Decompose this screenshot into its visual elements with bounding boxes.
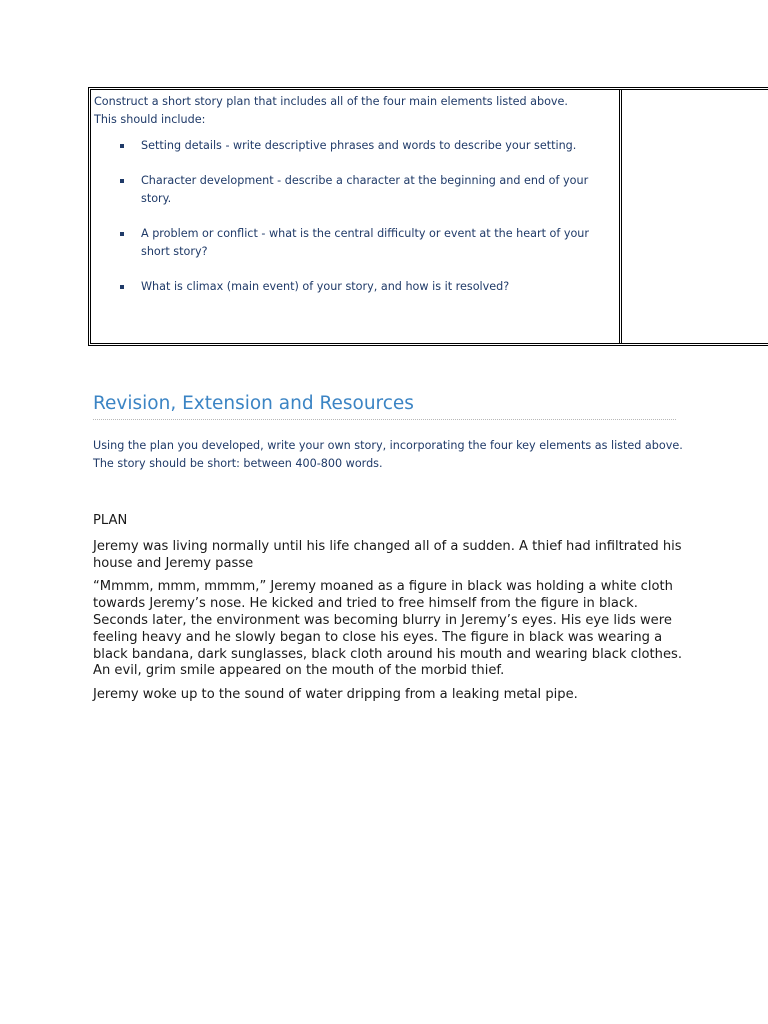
plan-label: PLAN <box>93 513 128 528</box>
story-paragraph: “Mmmm, mmm, mmmm,” Jeremy moaned as a figure in black was holding a white cloth towards Jeremy’s nose. He kicked and tried to free himself from the figure in black. Seconds later, the environment was becoming blurry in Jeremy’s eyes. His eye lids were feeling heavy and he slowly began to close his eyes. The figure in black was wearing a black bandana, dark sunglasses, black cloth around his mouth and wearing black clothes. An evil, grim smile appeared on the mouth of the morbid thief. <box>93 579 682 679</box>
task-intro-line-1: Construct a short story plan that includes all of the four main elements listed above. <box>94 95 568 108</box>
story-body <box>93 513 683 711</box>
task-cell <box>94 93 614 313</box>
task-table <box>88 87 768 346</box>
task-item-text: What is climax (main event) of your story, and how is it resolved? <box>141 280 510 293</box>
square-bullet-icon <box>120 144 124 148</box>
task-list-item <box>94 225 614 261</box>
instruction-line-1: Using the plan you developed, write your own story, incorporating the four key elements as listed above. <box>93 439 683 452</box>
task-list <box>94 137 614 296</box>
task-item-text: A problem or conflict - what is the central difficulty or event at the heart of your short story? <box>141 227 590 258</box>
square-bullet-icon <box>120 179 124 183</box>
task-list-item <box>94 172 614 208</box>
task-intro <box>94 93 614 129</box>
square-bullet-icon <box>120 232 124 236</box>
story-paragraph: Jeremy woke up to the sound of water dripping from a leaking metal pipe. <box>93 687 578 703</box>
section-instructions <box>93 437 683 473</box>
task-item-text: Setting details - write descriptive phrases and words to describe your setting. <box>141 139 577 152</box>
task-list-item <box>94 137 614 155</box>
instruction-line-2: The story should be short: between 400-800 words. <box>93 457 383 470</box>
section-heading: Revision, Extension and Resources <box>93 393 676 420</box>
square-bullet-icon <box>120 285 124 289</box>
task-list-item <box>94 278 614 296</box>
task-intro-line-2: This should include: <box>94 113 206 126</box>
table-column-divider <box>619 90 622 343</box>
story-paragraph: Jeremy was living normally until his life changed all of a sudden. A thief had infiltrated his house and Jeremy passe <box>93 538 682 571</box>
task-item-text: Character development - describe a character at the beginning and end of your story. <box>141 174 589 205</box>
